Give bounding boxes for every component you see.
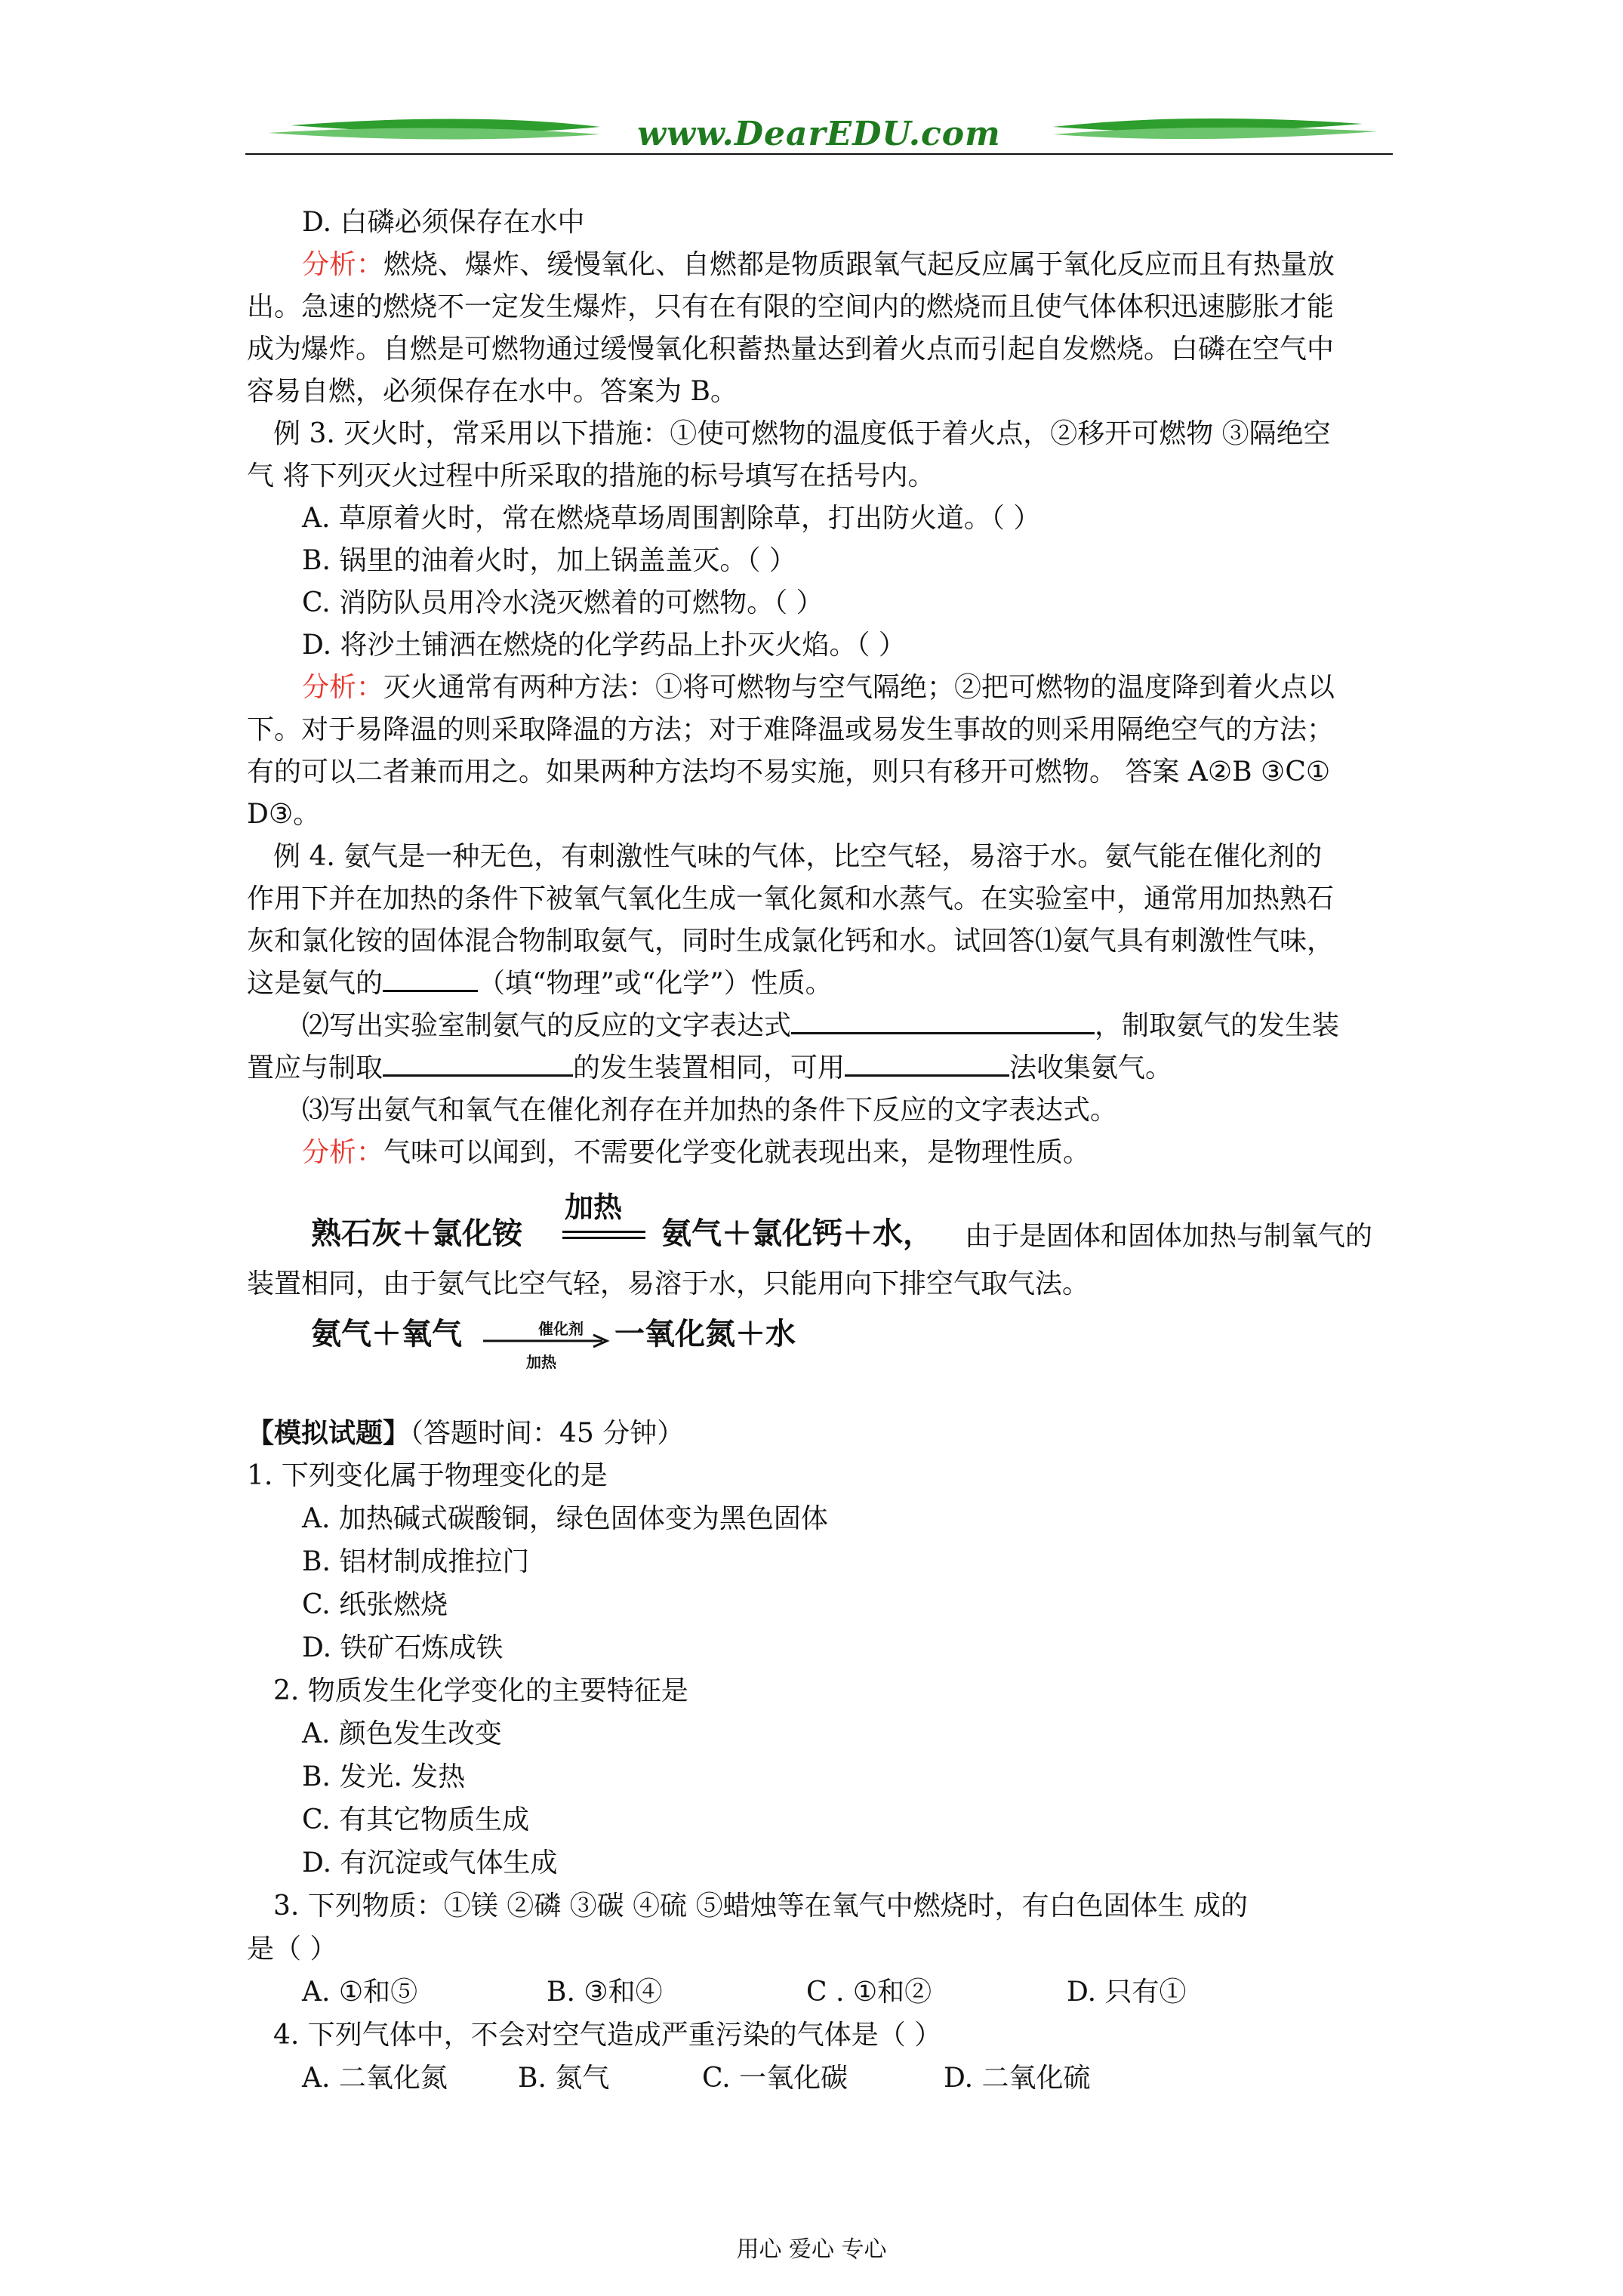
mock-title-line [247,1416,684,1450]
q4-option-d: D. 二氧化硫 [944,2063,1091,2094]
ex4-question-line-1: 例 4. 氨气是一种无色，有刺激性气味的气体，比空气轻，易溶于水。氨气能在催化剂的 [273,841,1323,872]
q2-option-c: C. 有其它物质生成 [302,1804,530,1835]
ex4-question-line-2: 作用下并在加热的条件下被氧气氧化生成一氧化氮和水蒸气。在实验室中，通常用加热熟石 [247,883,1335,914]
q3-stem-line-1: 3. 下列物质：①镁 ②磷 ③碳 ④硫 ⑤蜡烛等在氧气中燃烧时，有白色固体生 成的 [273,1891,1249,1922]
eq1-equals-line-top [562,1231,645,1233]
question-text: 的发生装置相同，可用 [573,1052,845,1083]
q3-option-a: A. ①和⑤ [302,1977,418,2008]
eq1-equals-line-bottom [562,1237,645,1239]
question-text: 这是氨气的 [247,968,383,999]
ex2-option-d: D. 白磷必须保存在水中 [302,207,585,238]
eq2-reactants: 氨气＋氧气 [311,1316,462,1351]
ex3-question-line-1: 例 3. 灭火时，常采用以下措施：①使可燃物的温度低于着火点，②移开可燃物 ③隔绝空 [273,418,1331,449]
ex3-option-d: D. 将沙土铺洒在燃烧的化学药品上扑灭火焰。（ ） [302,630,906,661]
mock-title: 【模拟试题】 [247,1417,411,1449]
q2-option-a: A. 颜色发生改变 [302,1718,502,1749]
analysis-text: 灭火通常有两种方法：①将可燃物与空气隔绝；②把可燃物的温度降到着火点以 [383,672,1335,703]
ex2-analysis-line-2: 出。急速的燃烧不一定发生爆炸，只有在有限的空间内的燃烧而且使气体体积迅速膨胀才能 [247,291,1335,322]
question-text: （填“物理”或“化学”）性质。 [478,968,833,999]
eq1-reactants: 熟石灰＋氯化铵 [311,1216,522,1251]
q3-option-b: B. ③和④ [547,1977,663,2008]
analysis-label: 分析： [302,1137,384,1168]
eq2-condition-bottom: 加热 [526,1353,556,1371]
ex4-question-line-3: 灰和氯化铵的固体混合物制取氨气，同时生成氯化钙和水。试回答⑴氨气具有刺激性气味， [247,926,1335,957]
answer-blank[interactable] [383,967,478,992]
page-footer: 用心 爱心 专心 [736,2236,887,2263]
ex2-analysis-line-1 [302,248,1335,282]
ex3-question-line-2: 气 将下列灭火过程中所采取的措施的标号填写在括号内。 [247,461,935,492]
eq1-tail-text: 由于是固体和固体加热与制氧气的 [965,1221,1373,1252]
ex4-question-line-4 [247,967,833,1000]
eq1-products: 氨气＋氯化钙＋水， [661,1216,933,1251]
ex3-option-a: A. 草原着火时，常在燃烧草场周围割除草，打出防火道。（ ） [302,503,1041,534]
answer-blank[interactable] [791,1009,1095,1034]
site-name: www.DearEDU.com [637,115,1001,153]
q1-option-c: C. 纸张燃烧 [302,1589,448,1620]
q4-option-a: A. 二氧化氮 [302,2063,448,2094]
question-text: 法收集氨气。 [1009,1052,1173,1083]
eq2-arrow-icon [482,1332,611,1350]
ex2-analysis-line-3: 成为爆炸。自燃是可燃物通过缓慢氧化积蓄热量达到着火点而引起自发燃烧。白磷在空气中 [247,334,1335,365]
ex4-subquestion-2-line-1 [302,1009,1339,1043]
analysis-label: 分析： [302,672,384,703]
ex3-analysis-line-2: 下。对于易降温的则采取降温的方法；对于难降温或易发生事故的则采用隔绝空气的方法； [247,714,1335,745]
ex3-analysis-line-3: 有的可以二者兼而用之。如果两种方法均不易实施，则只有移开可燃物。 答案 A②B ③C① [247,757,1331,787]
question-text: 置应与制取 [247,1052,383,1083]
analysis-text: 燃烧、爆炸、缓慢氧化、自燃都是物质跟氧气起反应属于氧化反应而且有热量放 [383,249,1335,280]
header-rule [245,153,1393,155]
q2-option-b: B. 发光. 发热 [302,1761,466,1792]
answer-blank[interactable] [383,1052,573,1077]
mock-time: （答题时间：45 分钟） [410,1418,685,1449]
q1-option-d: D. 铁矿石炼成铁 [302,1632,504,1663]
ex4-subquestion-2-line-2 [247,1052,1172,1085]
q3-stem-line-2: 是（ ） [247,1934,337,1965]
q4-option-c: C. 一氧化碳 [702,2063,848,2094]
eq1-condition: 加热 [565,1190,623,1224]
q3-option-d: D. 只有① [1067,1977,1187,2008]
q2-stem: 2. 物质发生化学变化的主要特征是 [273,1675,688,1706]
question-text: ⑵写出实验室制氨气的反应的文字表达式 [302,1010,792,1041]
ex3-option-c: C. 消防队员用冷水浇灭燃着的可燃物。（ ） [302,587,824,618]
ex4-subquestion-3: ⑶写出氨气和氧气在催化剂存在并加热的条件下反应的文字表达式。 [302,1095,1118,1126]
ex2-analysis-line-4: 容易自燃，必须保存在水中。答案为 B。 [247,376,738,407]
q2-option-d: D. 有沉淀或气体生成 [302,1848,558,1878]
ex3-option-b: B. 锅里的油着火时，加上锅盖盖灭。（ ） [302,545,796,576]
eq2-condition-top: 催化剂 [538,1320,584,1338]
ex3-analysis-line-1 [302,671,1335,704]
ex3-analysis-line-4: D③。 [247,799,321,830]
eq2-products: 一氧化氮＋水 [614,1316,796,1351]
ex4-analysis-line-3: 装置相同，由于氨气比空气轻，易溶于水，只能用向下排空气取气法。 [247,1268,1090,1299]
answer-blank[interactable] [845,1052,1009,1077]
q3-option-c: C . ①和② [806,1977,932,2008]
analysis-label: 分析： [302,249,384,280]
q1-option-b: B. 铝材制成推拉门 [302,1546,530,1577]
q1-option-a: A. 加热碱式碳酸铜，绿色固体变为黑色固体 [302,1503,828,1534]
q4-option-b: B. 氮气 [518,2063,610,2094]
q1-stem: 1. 下列变化属于物理变化的是 [247,1460,608,1491]
q4-stem: 4. 下列气体中，不会对空气造成严重污染的气体是（ ） [273,2020,942,2051]
ex4-analysis-line-1 [302,1136,1090,1170]
question-text: ，制取氨气的发生装 [1095,1010,1340,1041]
analysis-text: 气味可以闻到，不需要化学变化就表现出来，是物理性质。 [383,1137,1091,1168]
